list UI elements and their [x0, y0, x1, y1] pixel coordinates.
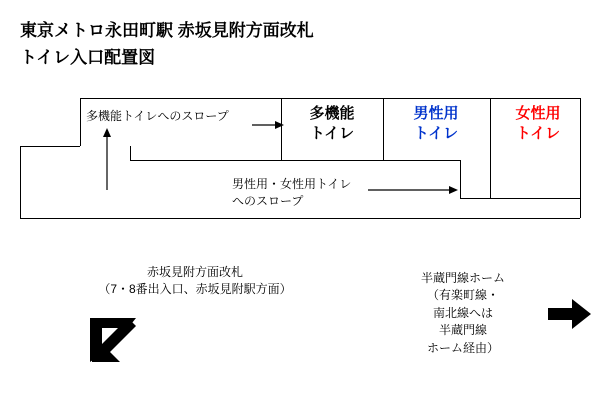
corridor-right-step	[460, 198, 580, 199]
slope-general-arrow-icon	[368, 183, 458, 197]
slope-label-multipurpose: 多機能トイレへのスロープ	[86, 109, 229, 123]
wall-slope-left	[80, 98, 81, 146]
room-label-mens-line1: 男性用	[413, 105, 459, 122]
caption-platform	[398, 270, 528, 357]
page-title: 東京メトロ永田町駅 赤坂見附方面改札	[20, 21, 314, 40]
slope-label-general-line1: 男性用・女性用トイレ	[232, 177, 352, 191]
slope-label-general	[232, 176, 351, 210]
corridor-left-edge	[130, 146, 131, 160]
caption-platform-line4: 半蔵門線	[438, 323, 487, 338]
caption-platform-line2: （有楽町線・	[426, 288, 499, 303]
corridor-inner-top	[130, 160, 460, 161]
partition-womens-lower	[490, 160, 491, 198]
caption-platform-line1: 半蔵門線ホーム	[420, 271, 505, 285]
wall-left-step	[20, 146, 80, 147]
wall-right	[580, 98, 581, 218]
room-label-multipurpose-line2: トイレ	[309, 125, 355, 143]
partition-mens-womens-left	[383, 98, 384, 160]
slope-label-general-line2: へのスロープ	[232, 193, 304, 208]
room-label-mens-line2: トイレ	[413, 125, 459, 143]
room-label-womens-line1: 女性用	[515, 105, 561, 122]
caption-gate-line2: （7・8番出入口、赤坂見附駅方面）	[98, 282, 292, 297]
gate-direction-arrow-icon	[88, 316, 140, 364]
room-label-womens-line2: トイレ	[515, 125, 561, 143]
caption-platform-line3: 南北線へは	[432, 305, 493, 320]
corridor-up-arrow-icon	[100, 128, 114, 190]
wall-top	[80, 98, 580, 99]
room-label-multipurpose	[286, 104, 378, 145]
partition-womens	[490, 98, 491, 160]
caption-gate-line1: 赤坂見附方面改札	[146, 265, 243, 279]
caption-gate	[70, 264, 320, 299]
wall-far-left	[20, 146, 21, 218]
room-label-womens	[497, 104, 579, 145]
corridor-right-edge	[460, 160, 461, 198]
wall-bottom	[20, 218, 580, 219]
room-label-multipurpose-line1: 多機能	[309, 105, 355, 122]
slope-multipurpose-arrow-icon	[252, 118, 284, 132]
platform-direction-arrow-icon	[548, 298, 592, 330]
room-label-mens	[390, 104, 482, 145]
caption-platform-line5: ホーム経由）	[426, 340, 499, 355]
page-subtitle: トイレ入口配置図	[20, 48, 156, 67]
